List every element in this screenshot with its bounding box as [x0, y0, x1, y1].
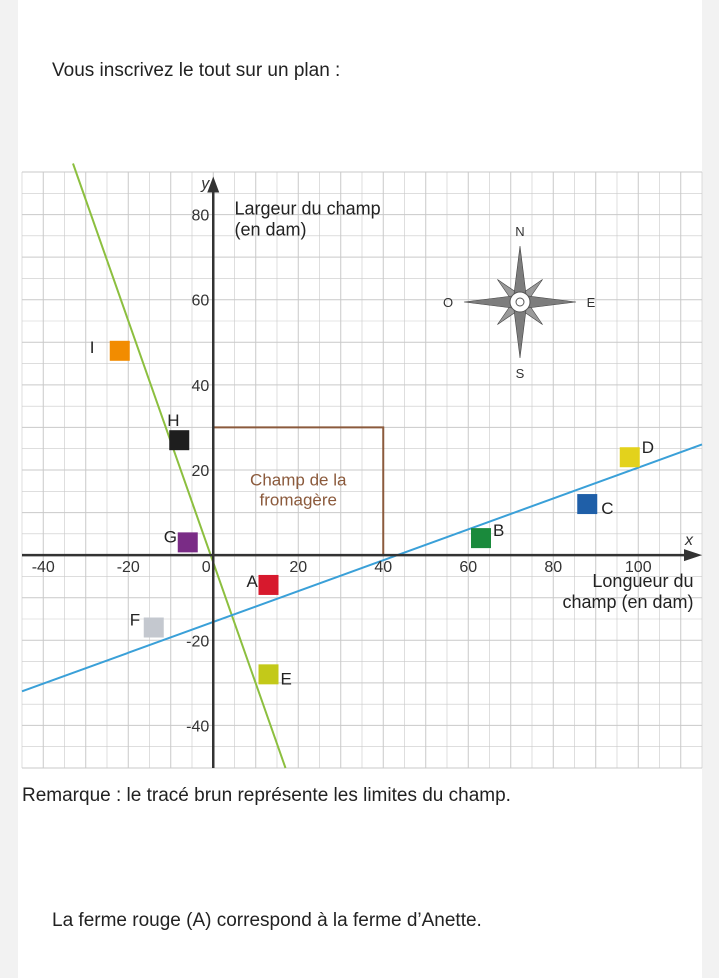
y-axis-title: (en dam): [234, 219, 307, 240]
farm-marker-f: [144, 618, 164, 638]
farm-label-b: B: [493, 521, 505, 541]
farm-label-f: F: [129, 610, 141, 630]
farm-label-g: G: [163, 527, 177, 547]
farm-marker-d: [620, 447, 640, 467]
chart-grid: [22, 172, 702, 768]
farm-marker-g: [178, 532, 198, 552]
x-tick-label: 40: [374, 559, 393, 577]
y-tick-label: -40: [186, 718, 210, 736]
farm-marker-e: [259, 664, 279, 684]
farm-label-h: H: [167, 411, 180, 431]
y-axis-title: Largeur du champ: [234, 198, 381, 219]
farm-label-i: I: [89, 337, 95, 357]
farm-marker-h: [169, 430, 189, 450]
compass-center: [510, 292, 530, 312]
y-axis-letter: y: [201, 175, 210, 193]
y-tick-label: 80: [191, 207, 210, 225]
x-axis-title: Longueur du: [592, 571, 694, 592]
x-tick-label: 60: [459, 559, 478, 577]
y-tick-label: -20: [186, 633, 210, 651]
farm-label-c: C: [601, 499, 614, 519]
field-label: Champ de la: [250, 470, 347, 490]
x-axis-letter: x: [685, 532, 693, 550]
x-tick-label: 100: [624, 559, 652, 577]
footer-text: La ferme rouge (A) correspond à la ferme d’Anette.: [52, 910, 482, 931]
farm-marker-b: [471, 528, 491, 548]
y-tick-label: 40: [191, 377, 210, 395]
x-tick-label: 80: [544, 559, 563, 577]
compass-label-s: S: [515, 366, 525, 381]
intro-text: Vous inscrivez le tout sur un plan :: [52, 60, 341, 81]
farm-label-e: E: [280, 669, 292, 689]
compass-label-n: N: [515, 224, 525, 239]
y-tick-label: 20: [191, 463, 210, 480]
field-label: fromagère: [259, 490, 337, 510]
x-tick-label: 0: [201, 559, 211, 577]
y-tick-label: 60: [191, 292, 210, 310]
x-tick-label: -40: [31, 559, 55, 577]
farm-marker-c: [577, 494, 597, 514]
x-tick-label: -20: [116, 559, 140, 577]
farm-marker-a: [259, 575, 279, 595]
farm-marker-i: [110, 341, 130, 361]
x-tick-label: 20: [289, 559, 308, 577]
x-axis-title: champ (en dam): [562, 592, 694, 613]
compass-label-o: O: [442, 295, 454, 310]
farm-label-a: A: [246, 571, 258, 591]
remark-text: Remarque : le tracé brun représente les limites du champ.: [22, 785, 511, 806]
compass-label-e: E: [586, 295, 596, 310]
farm-label-d: D: [641, 438, 655, 458]
